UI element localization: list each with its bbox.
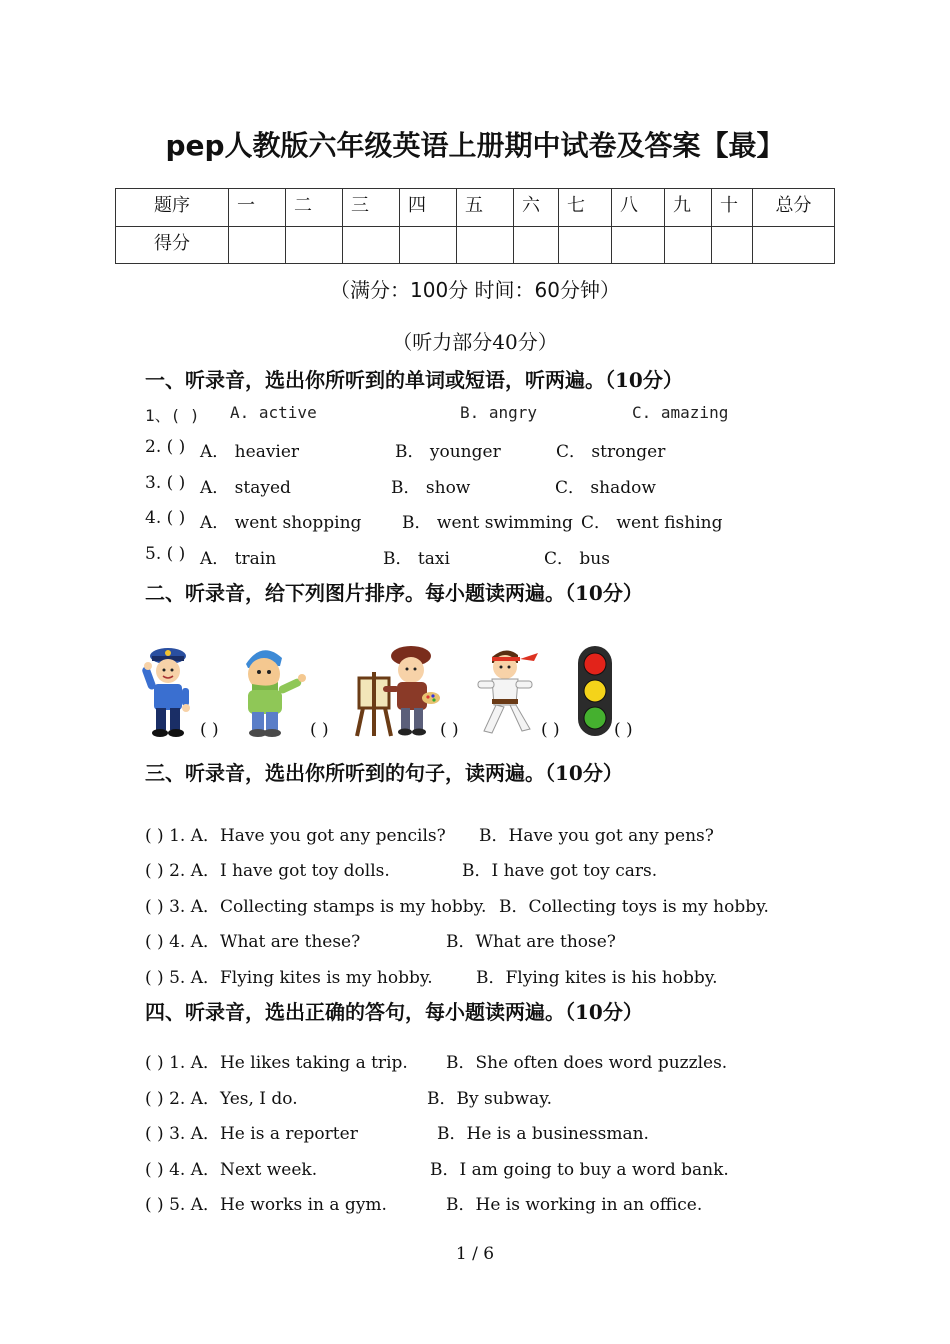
table-cell: 二 (286, 189, 343, 227)
karate-boy-picture (472, 645, 542, 739)
score-blank (229, 226, 286, 264)
score-blank (457, 226, 514, 264)
s3-q4-option-b: B．What are those? (446, 932, 616, 952)
q4-option-a: A． went shopping (200, 513, 362, 533)
s4-q1-option-a: ( ) 1. A．He likes taking a trip. (145, 1053, 408, 1073)
picture-1-blank: ( ) (200, 720, 219, 740)
table-cell: 六 (514, 189, 559, 227)
picture-2-blank: ( ) (310, 720, 329, 740)
listening-part-label: （听力部分40分） (392, 330, 558, 354)
picture-3-blank: ( ) (440, 720, 459, 740)
painter-picture (355, 642, 440, 738)
q3-option-c: C． shadow (555, 478, 656, 498)
score-table-header-row (116, 189, 835, 227)
page-title: pep人教版六年级英语上册期中试卷及答案【最】 (165, 129, 785, 162)
q5-number: 5. ( ) (145, 544, 186, 564)
s4-q1-option-b: B．She often does word puzzles. (446, 1053, 728, 1073)
s4-q5-option-a: ( ) 5. A．He works in a gym. (145, 1195, 387, 1215)
s3-q2-option-a: ( ) 2. A．I have got toy dolls. (145, 861, 390, 881)
score-blank (286, 226, 343, 264)
s3-q1-option-a: ( ) 1. A．Have you got any pencils? (145, 826, 446, 846)
traffic-light-picture (577, 645, 613, 737)
exam-info: （满分：100分 时间：60分钟） (330, 278, 620, 302)
table-cell: 三 (343, 189, 400, 227)
s3-q2-option-b: B．I have got toy cars. (462, 861, 658, 881)
section-1-heading: 一、听录音，选出你所听到的单词或短语，听两遍。（10分） (145, 368, 683, 392)
s4-q4-option-a: ( ) 4. A．Next week. (145, 1160, 318, 1180)
score-blank (514, 226, 559, 264)
q1-number: 1、( ) (145, 406, 200, 425)
score-blank (400, 226, 457, 264)
table-cell: 四 (400, 189, 457, 227)
table-cell: 五 (457, 189, 514, 227)
q5-option-b: B． taxi (383, 549, 450, 569)
table-cell: 得分 (116, 226, 229, 264)
picture-4-blank: ( ) (541, 720, 560, 740)
s4-q3-option-b: B．He is a businessman. (437, 1124, 649, 1144)
score-blank (612, 226, 665, 264)
q3-number: 3. ( ) (145, 473, 186, 493)
q5-option-a: A． train (200, 549, 277, 569)
s3-q1-option-b: B．Have you got any pens? (479, 826, 714, 846)
q2-option-c: C． stronger (556, 442, 666, 462)
q5-option-c: C． bus (544, 549, 610, 569)
score-blank (712, 226, 753, 264)
section-4-heading: 四、听录音，选出正确的答句，每小题读两遍。（10分） (145, 1000, 643, 1024)
q2-number: 2. ( ) (145, 437, 186, 457)
q4-option-c: C． went fishing (581, 513, 723, 533)
score-blank (559, 226, 612, 264)
table-cell: 七 (559, 189, 612, 227)
score-table-score-row (116, 226, 835, 264)
q4-number: 4. ( ) (145, 508, 186, 528)
s3-q3-option-b: B．Collecting toys is my hobby. (499, 897, 769, 917)
sick-boy-picture (232, 644, 310, 738)
s3-q3-option-a: ( ) 3. A．Collecting stamps is my hobby. (145, 897, 487, 917)
q3-option-a: A． stayed (200, 478, 291, 498)
s4-q3-option-a: ( ) 3. A．He is a reporter (145, 1124, 358, 1144)
s3-q5-option-a: ( ) 5. A．Flying kites is my hobby. (145, 968, 433, 988)
picture-5-blank: ( ) (614, 720, 633, 740)
table-cell: 八 (612, 189, 665, 227)
score-blank (753, 226, 835, 264)
score-blank (665, 226, 712, 264)
q1-option-c: C. amazing (632, 403, 729, 422)
section-2-heading: 二、听录音，给下列图片排序。每小题读两遍。（10分） (145, 581, 643, 605)
score-blank (343, 226, 400, 264)
q1-option-b: B. angry (460, 403, 538, 422)
page-number: 1 / 6 (455, 1244, 495, 1264)
table-cell: 题序 (116, 189, 229, 227)
s4-q5-option-b: B．He is working in an office. (446, 1195, 703, 1215)
table-cell: 十 (712, 189, 753, 227)
s4-q4-option-b: B．I am going to buy a word bank. (430, 1160, 729, 1180)
table-cell: 九 (665, 189, 712, 227)
table-cell: 总分 (753, 189, 835, 227)
s4-q2-option-b: B．By subway. (427, 1089, 552, 1109)
score-table (115, 188, 835, 264)
policeman-picture (140, 644, 202, 738)
q2-option-b: B． younger (395, 442, 501, 462)
q1-option-a: A. active (230, 403, 317, 422)
q3-option-b: B． show (391, 478, 471, 498)
s3-q5-option-b: B．Flying kites is his hobby. (476, 968, 718, 988)
s3-q4-option-a: ( ) 4. A．What are these? (145, 932, 361, 952)
q2-option-a: A． heavier (200, 442, 300, 462)
table-cell: 一 (229, 189, 286, 227)
s4-q2-option-a: ( ) 2. A．Yes, I do. (145, 1089, 298, 1109)
section-3-heading: 三、听录音，选出你所听到的句子，读两遍。（10分） (145, 761, 623, 785)
q4-option-b: B． went swimming (402, 513, 573, 533)
